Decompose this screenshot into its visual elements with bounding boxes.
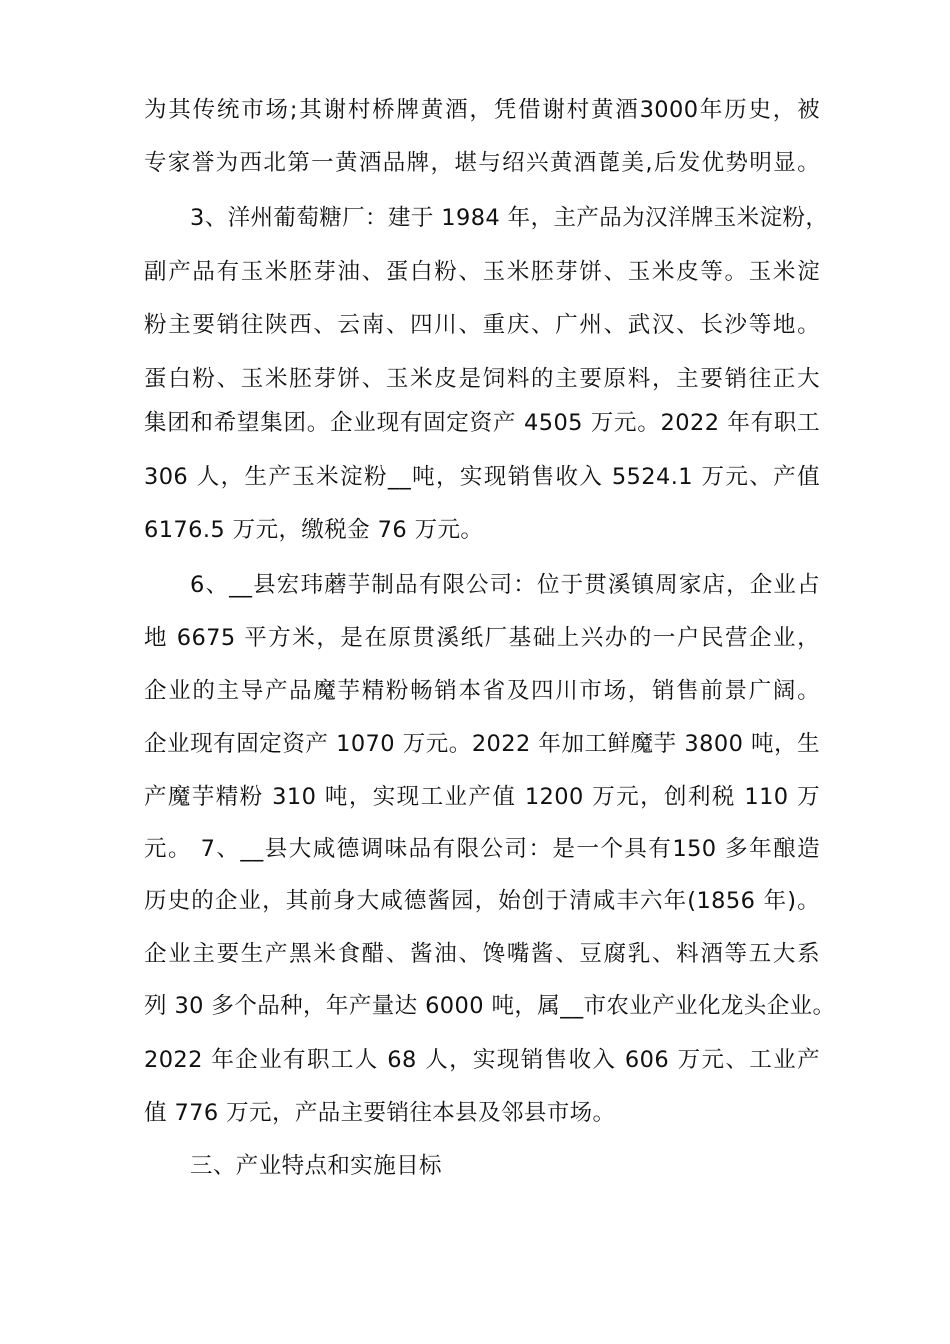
text-line: 企业现有固定资产 1070 万元。2022 年加工鲜魔芋 3800 吨，生 [144, 731, 820, 757]
text-line: 专家誉为西北第一黄酒品牌，堪与绍兴黄酒蓖美,后发优势明显。 [144, 150, 820, 176]
text-line: 副产品有玉米胚芽油、蛋白粉、玉米胚芽饼、玉米皮等。玉米淀 [144, 259, 820, 285]
text-line: 值 776 万元，产品主要销往本县及邻县市场。 [144, 1100, 616, 1126]
text-line: 粉主要销往陕西、云南、四川、重庆、广州、武汉、长沙等地。 [144, 312, 820, 338]
paragraph-start-line: 6、__县宏玮蘑芋制品有限公司：位于贯溪镇周家店，企业占 [190, 572, 820, 598]
text-line: 产魔芋精粉 310 吨，实现工业产值 1200 万元，创利税 110 万 [144, 784, 820, 810]
text-line: 306 人，生产玉米淀粉__吨，实现销售收入 5524.1 万元、产值 [144, 464, 820, 490]
text-line: 企业主要生产黑米食醋、酱油、馋嘴酱、豆腐乳、料酒等五大系 [144, 941, 820, 967]
text-line: 蛋白粉、玉米胚芽饼、玉米皮是饲料的主要原料，主要销往正大 [144, 366, 820, 392]
text-line: 集团和希望集团。企业现有固定资产 4505 万元。2022 年有职工 [144, 410, 820, 436]
text-line: 企业的主导产品魔芋精粉畅销本省及四川市场，销售前景广阔。 [144, 678, 820, 704]
paragraph-start-line: 3、洋州葡萄糖厂：建于 1984 年，主产品为汉洋牌玉米淀粉， [190, 205, 829, 231]
text-line: 地 6675 平方米，是在原贯溪纸厂基础上兴办的一户民营企业， [144, 625, 820, 651]
section-heading: 三、产业特点和实施目标 [190, 1153, 442, 1179]
text-line: 6176.5 万元，缴税金 76 万元。 [144, 517, 484, 543]
text-line: 列 30 多个品种，年产量达 6000 吨，属__市农业产业化龙头企业。 [144, 993, 836, 1019]
text-line: 2022 年企业有职工人 68 人，实现销售收入 606 万元、工业产 [144, 1047, 820, 1073]
text-line: 历史的企业，其前身大咸德酱园，始创于清咸丰六年(1856 年)。 [144, 888, 820, 914]
text-line: 元。 7、__县大咸德调味品有限公司：是一个具有150 多年酿造 [144, 836, 820, 862]
text-line: 为其传统市场;其谢村桥牌黄酒，凭借谢村黄酒3000年历史，被 [144, 97, 820, 123]
